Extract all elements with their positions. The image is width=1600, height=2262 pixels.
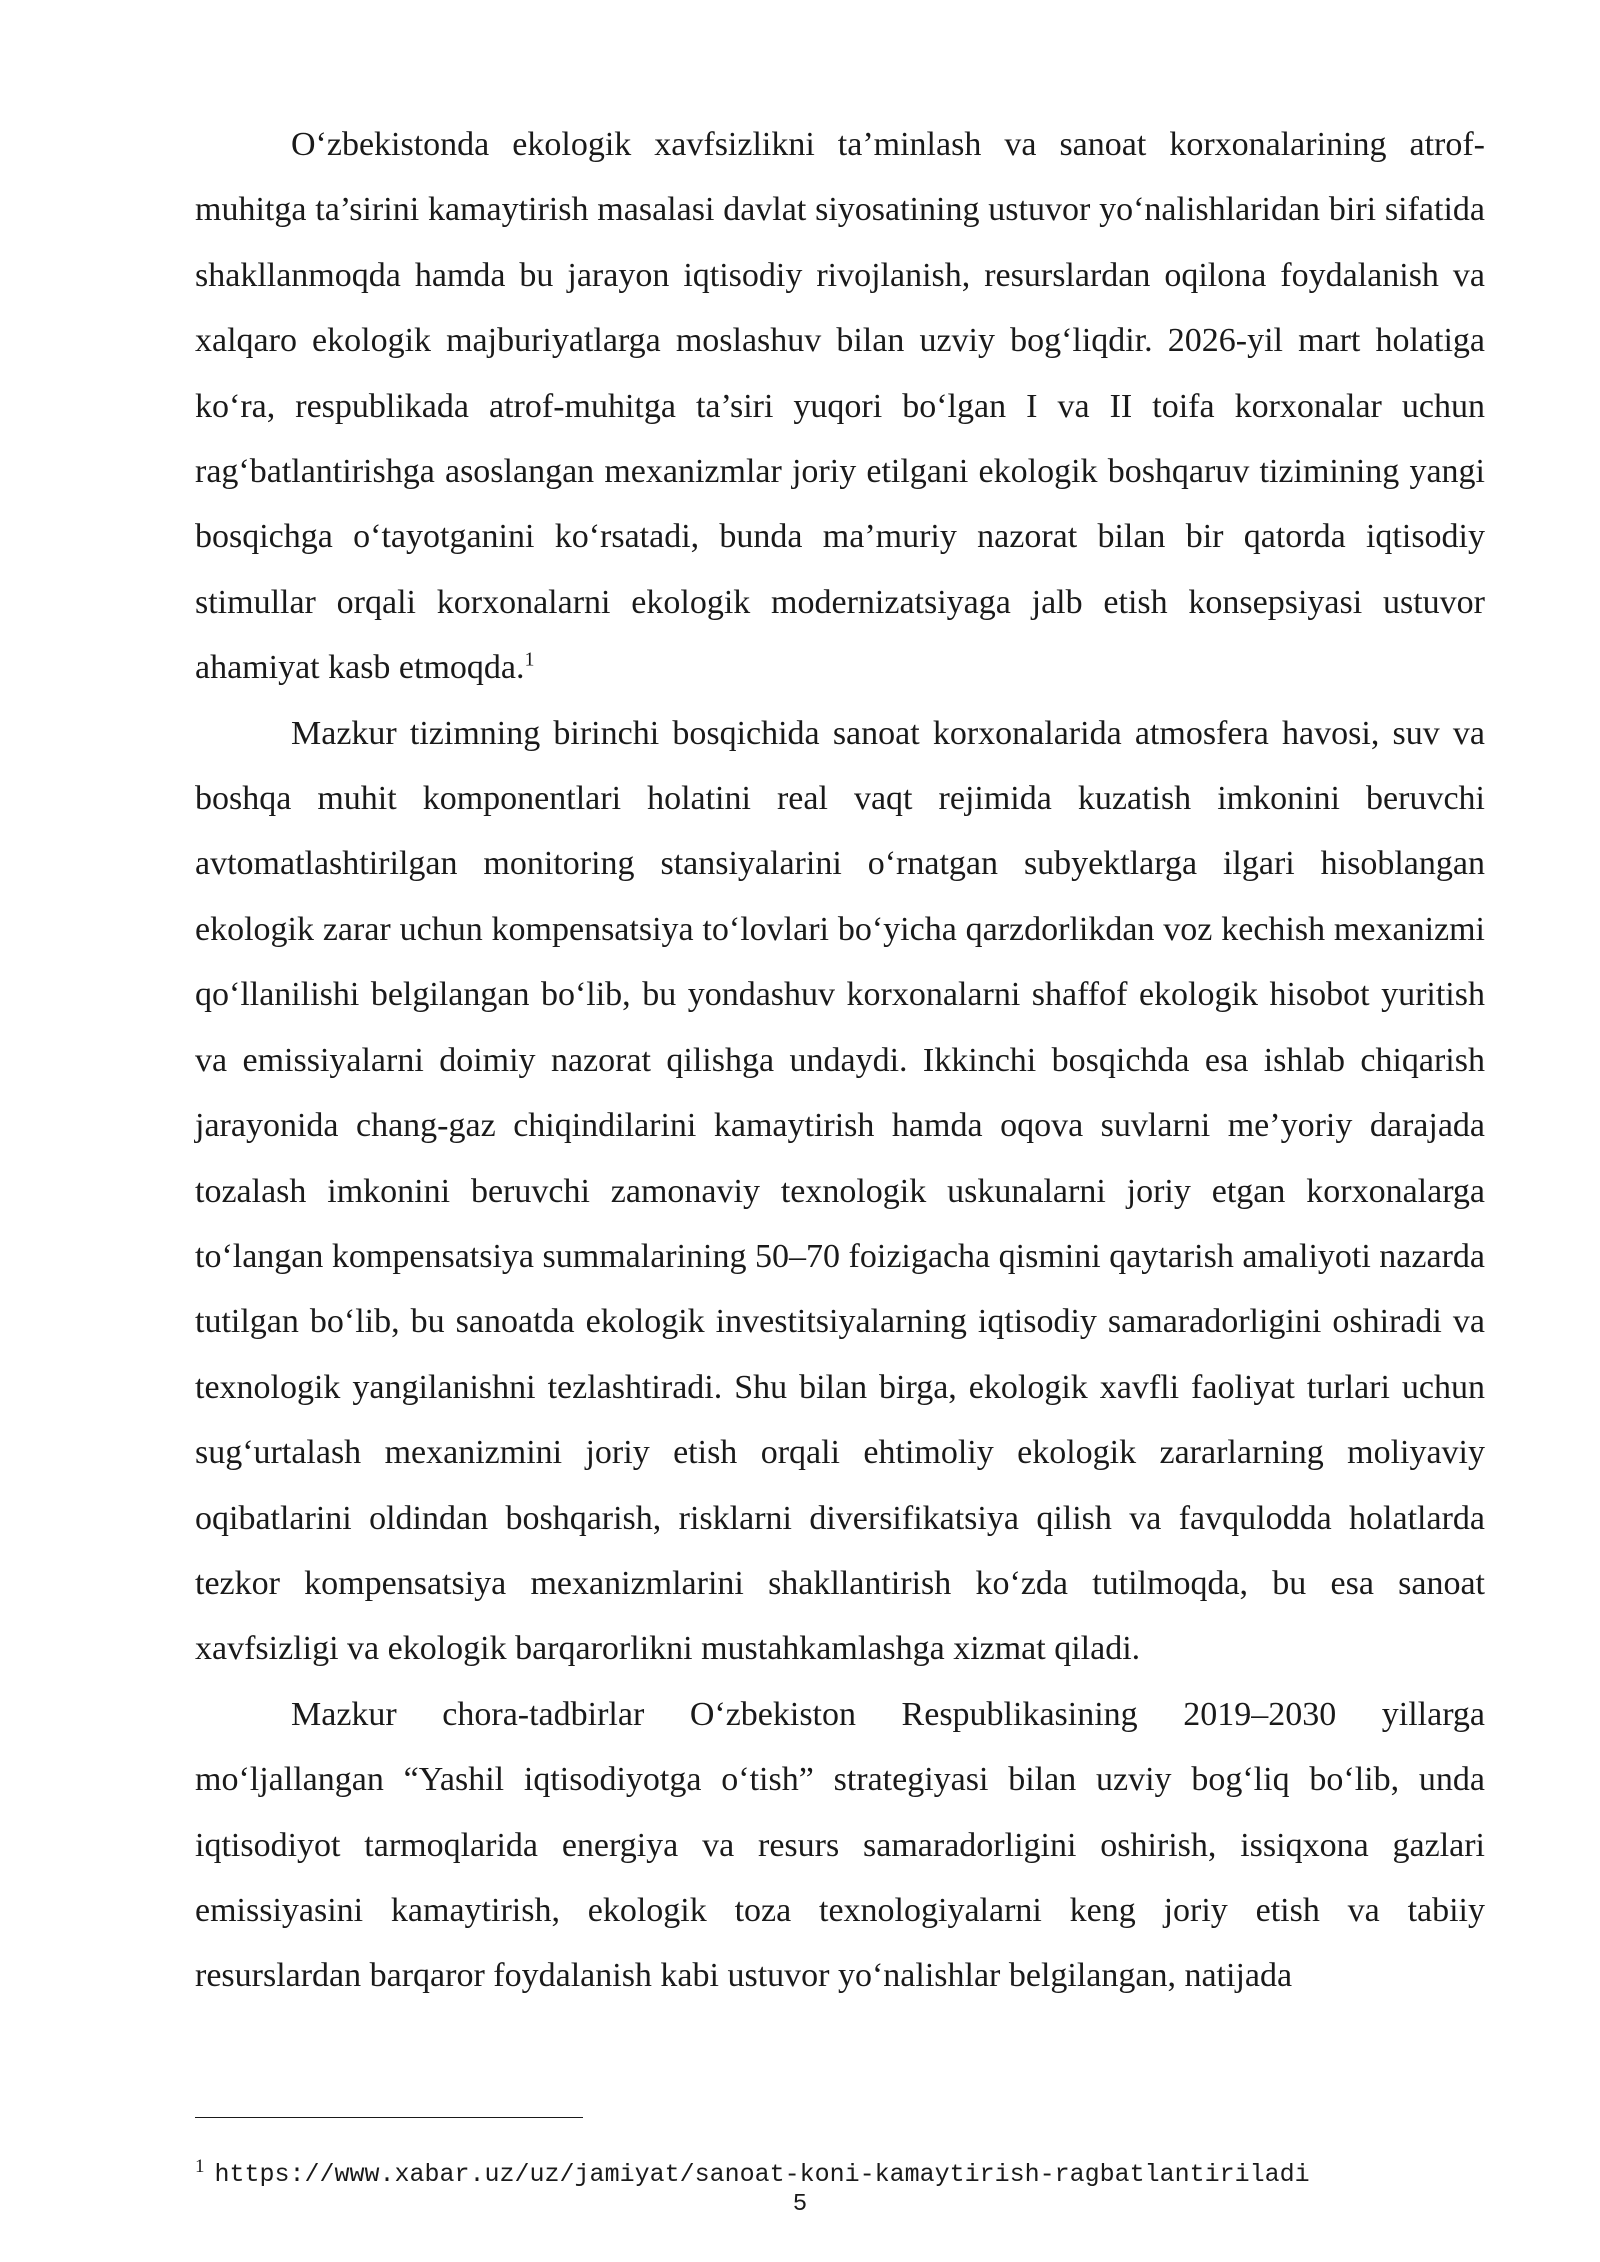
main-text <box>195 112 1485 2009</box>
footnote-link[interactable]: https://www.xabar.uz/uz/jamiyat/sanoat-koni-kamaytirish-ragbatlantiriladi <box>214 2160 1310 2189</box>
paragraph-1-text: O‘zbekistonda ekologik xavfsizlikni ta’minlash va sanoat korxonalarining atrof-muhitga ta’sirini kamaytirish masalasi davlat siyosatining ustuvor yo‘nalishlaridan biri sifatida shakllanmoqda hamda bu jarayon iqtisodiy rivojlanish, resurslardan oqilona foydalanish va xalqaro ekologik majburiyatlarga moslashuv bilan uzviy bog‘liqdir. 2026-yil mart holatiga ko‘ra, respublikada atrof-muhitga ta’siri yuqori bo‘lgan I va II toifa korxonalar uchun rag‘batlantirishga asoslangan mexanizmlar joriy etilgani ekologik boshqaruv tizimining yangi bosqichga o‘tayotganini ko‘rsatadi, bunda ma’muriy nazorat bilan bir qatorda iqtisodiy stimullar orqali korxonalarni ekologik modernizatsiyaga jalb etish konsepsiyasi ustuvor ahamiyat kasb etmoqda. <box>195 126 1485 687</box>
footnote <box>195 2155 1495 2190</box>
paragraph-1 <box>195 112 1485 701</box>
page-number: 5 <box>792 2191 808 2218</box>
footnote-separator <box>195 2117 583 2118</box>
paragraph-2 <box>195 701 1485 1682</box>
paragraph-2-text: Mazkur tizimning birinchi bosqichida sanoat korxonalarida atmosfera havosi, suv va boshqa muhit komponentlari holatini real vaqt rejimida kuzatish imkonini beruvchi avtomatlashtirilgan monitoring stansiyalarini o‘rnatgan subyektlarga ilgari hisoblangan ekologik zarar uchun kompensatsiya to‘lovlari bo‘yicha qarzdorlikdan voz kechish mexanizmi qo‘llanilishi belgilangan bo‘lib, bu yondashuv korxonalarni shaffof ekologik hisobot yuritish va emissiyalarni doimiy nazorat qilishga undaydi. Ikkinchi bosqichda esa ishlab chiqarish jarayonida chang-gaz chiqindilarini kamaytirish hamda oqova suvlarni me’yoriy darajada tozalash imkonini beruvchi zamonaviy texnologik uskunalarni joriy etgan korxonalarga to‘langan kompensatsiya summalarining 50–70 foizigacha qismini qaytarish amaliyoti nazarda tutilgan bo‘lib, bu sanoatda ekologik investitsiyalarning iqtisodiy samaradorligini oshiradi va texnologik yangilanishni tezlashtiradi. Shu bilan birga, ekologik xavfli faoliyat turlari uchun sug‘urtalash mexanizmini joriy etish orqali ehtimoliy ekologik zararlarning moliyaviy oqibatlarini oldindan boshqarish, risklarni diversifikatsiya qilish va favqulodda holatlarda tezkor kompensatsiya mexanizmlarini shakllantirish ko‘zda tutilmoqda, bu esa sanoat xavfsizligi va ekologik barqarorlikni mustahkamlashga xizmat qiladi. <box>195 714 1485 1668</box>
paragraph-3-text: Mazkur chora-tadbirlar O‘zbekiston Respublikasining 2019–2030 yillarga mo‘ljallangan “Yashil iqtisodiyotga o‘tish” strategiyasi bilan uzviy bog‘liq bo‘lib, unda iqtisodiyot tarmoqlarida energiya va resurs samaradorligini oshirish, issiqxona gazlari emissiyasini kamaytirish, ekologik toza texnologiyalarni keng joriy etish va tabiiy resurslardan barqaror foydalanish kabi ustuvor yo‘nalishlar belgilangan, natijada <box>195 1695 1485 1995</box>
paragraph-3 <box>195 1682 1485 2009</box>
footnote-number: 1 <box>195 2155 205 2177</box>
footnote-reference[interactable]: 1 <box>524 648 535 671</box>
